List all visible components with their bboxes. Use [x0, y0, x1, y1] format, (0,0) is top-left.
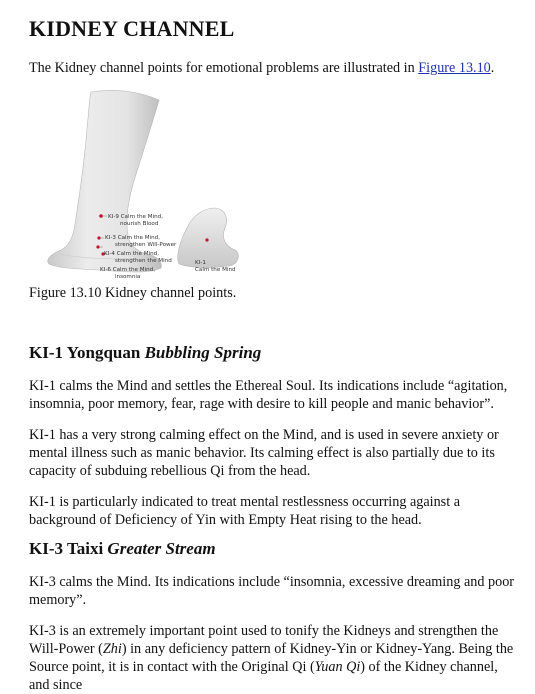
- paragraph-ki1-1: KI-1 calms the Mind and settles the Ethereal Soul. Its indications include “agitation, insomnia, poor memory, fear, rage with desire to kill people and manic behavior”.: [29, 378, 508, 412]
- paragraph-ki3-1: KI-3 calms the Mind. Its indications include “insomnia, excessive dreaming and poor memory”.: [29, 574, 515, 608]
- label-ki6-note: insomnia: [115, 274, 141, 280]
- label-ki3: KI-3 Calm the Mind,: [105, 235, 161, 241]
- label-ki9: KI-9 Calm the Mind,: [108, 214, 164, 220]
- point-ki1: [205, 238, 208, 241]
- foot-illustration: [178, 208, 239, 268]
- label-ki1: KI-1: [195, 260, 206, 266]
- label-ki1-note: Calm the Mind: [195, 267, 236, 273]
- paragraph-ki3-2: KI-3 is an extremely important point used to tonify the Kidneys and strengthen the Will-Power (Zhi) in any deficiency pattern of Kidney-Yin or Kidney-Yang. Being the Source point, it is in contact with the Original Qi (Yuan Qi) of the Kidney channel, and since: [29, 623, 514, 693]
- kidney-channel-figure: [29, 88, 243, 280]
- paragraph-ki1-3: KI-1 is particularly indicated to treat mental restlessness occurring against a background of Deficiency of Yin with Empty Heat rising to the head.: [29, 494, 460, 528]
- section-heading-ki3: KI-3 Taixi Greater Stream: [29, 539, 216, 558]
- label-ki4: KI-4 Calm the Mind,: [104, 251, 160, 257]
- label-ki4-note: strengthen the Mind: [115, 258, 172, 264]
- intro-text: The Kidney channel points for emotional problems are illustrated in: [29, 60, 419, 76]
- section-heading-ki1: KI-1 Yongquan Bubbling Spring: [29, 343, 262, 362]
- label-ki9-note: nourish Blood: [120, 221, 159, 227]
- paragraph-ki1-2: KI-1 has a very strong calming effect on the Mind, and is used in severe anxiety or mental illness such as manic behavior. Its calming effect is also partially due to its capacity of subduing rebellious Qi from the head.: [29, 427, 499, 479]
- intro-paragraph: [29, 59, 517, 77]
- page-title: KIDNEY CHANNEL: [29, 16, 235, 41]
- label-ki3-note: strengthen Will-Power: [115, 242, 177, 248]
- intro-end: .: [490, 60, 495, 76]
- label-ki6: KI-6 Calm the Mind,: [100, 267, 156, 273]
- figure-link[interactable]: Figure 13.10: [418, 60, 491, 76]
- figure-caption: Figure 13.10 Kidney channel points.: [29, 285, 237, 301]
